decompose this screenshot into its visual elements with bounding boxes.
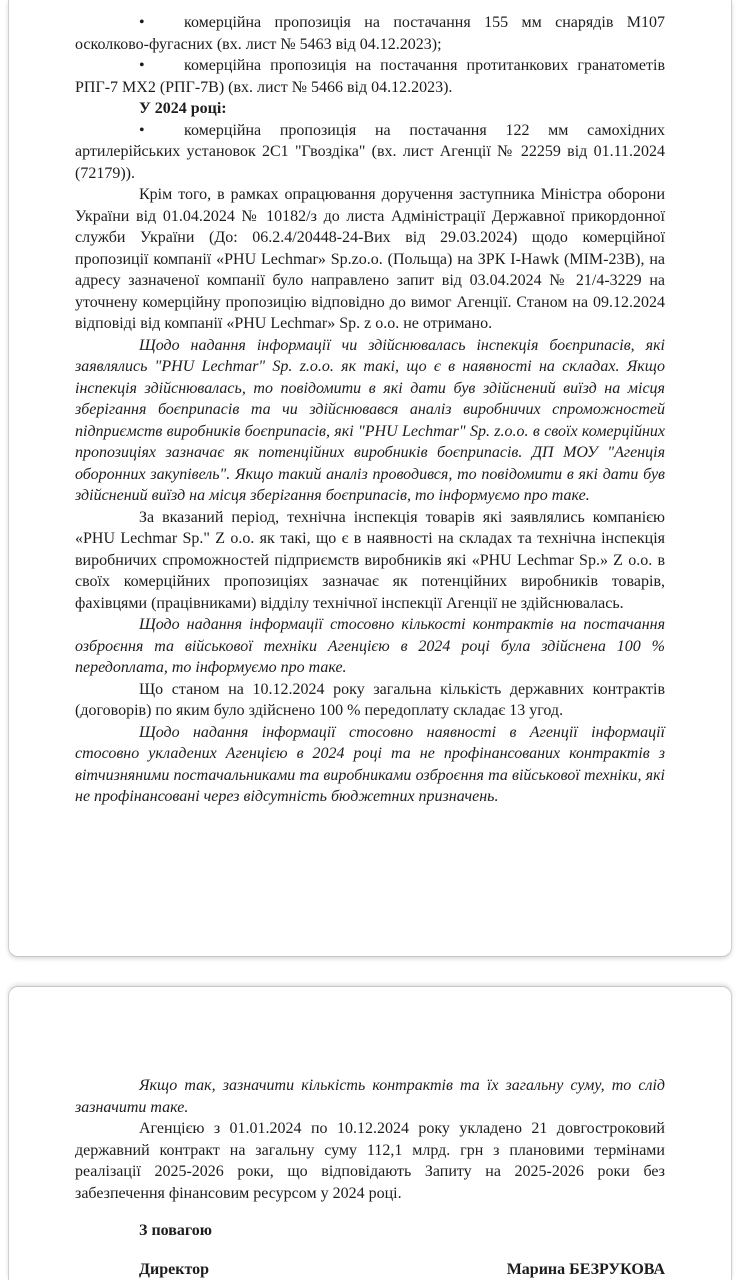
bullet-marker: • xyxy=(139,14,145,31)
document-page-2 xyxy=(8,986,732,1280)
bullet-item-text: комерційна пропозиція на постачання 122 мм самохідних артилерійських установок 2С1 "Гвоздіка" (вх. лист Агенції № 22259 від 01.11.2024 (72179)). xyxy=(75,121,665,182)
bullet-item-155mm-shells xyxy=(75,12,665,55)
paragraph-za-period: За вказаний період, технічна інспекція товарів які заявлялись компанією «PHU Lechmar Sp." Z о.о. як такі, що є в наявності на складах та технічна інспекція виробничих спроможностей підприємств виробників які «PHU Lechmar Sp.» Z о.о. в своїх комерційних пропозиціях зазначає як потенційних виробників товарів, фахівцями (працівниками) відділу технічної інспекції Агенції не здійснювалась. xyxy=(75,508,665,612)
paragraph-krim-togo: Крім того, в рамках опрацювання доручення заступника Міністра оборони України від 01.04.2024 № 10182/з до листа Адміністрації Державної прикордонної служби України (До: 06.2.4/20448-24-Вих від 29.03.2024) щодо комерційної пропозиції компанії «PHU Lechmar» Sp.zo.o. (Польща) на ЗРК I-Hawk (МІМ-23В), на адресу зазначеної компанії було направлено запит від 03.04.2024 № 21/4-3229 на уточнену комерційну пропозицію відповідно до вимог Агенції. Станом на 09.12.2024 відповіді від компанії «PHU Lechmar» Sp. z o.o. не отримано. xyxy=(75,186,665,332)
bullet-item-text: комерційна пропозиція на постачання 155 мм снарядів М107 осколково-фугасних (вх. лист № 5463 від 04.12.2023); xyxy=(75,14,665,53)
signature-block xyxy=(75,1259,665,1280)
signature-name: Марина БЕЗРУКОВА xyxy=(506,1260,665,1278)
page-separator xyxy=(0,957,740,986)
bullet-item-text: комерційна пропозиція на постачання протитанкових гранатометів РПГ-7 МХ2 (РПГ-7В) (вх. лист № 5466 від 04.12.2023). xyxy=(75,57,665,96)
bullet-item-rpg7 xyxy=(75,55,665,98)
year-2024-heading: У 2024 році: xyxy=(139,100,227,117)
quote-paragraph-unfunded-contracts: Щодо надання інформації стосовно наявності в Агенції інформації стосовно укладених Агенцією в 2024 році та не профінансованих контрактів з вітчизняними постачальниками та виробниками озброєння та військової техніки, які не профінансовані через відсутність бюджетних призначень. xyxy=(75,723,665,805)
quote-paragraph-inspection: Щодо надання інформації чи здійснювалась інспекція боєприпасів, які заявлялись "PHU Lechmar" Sp. z.o.o. як такі, що є в наявності на складах. Якщо інспекція здійснювалась, то повідомити в які дати був здійснений виїзд на місця зберігання боєприпасів та чи здійснювався аналіз виробничих спроможностей підприємств виробників боєприпасів, які "PHU Lechmar" Sp. z.o.o. в своїх комерційних пропозиціях зазначає як потенційних виробників боєприпасів. ДП МОУ "Агенція оборонних закупівель". Якщо такий аналіз проводився, то повідомити в які дати був здійснений виїзд на місця зберігання боєприпасів, то інформуємо про таке. xyxy=(75,336,665,504)
quote-paragraph-prepayment: Щодо надання інформації стосовно кількості контрактів на постачання озброєння та військової техніки Агенцією в 2024 році була здійснена 100 % передоплата, то інформуємо про таке. xyxy=(75,616,665,676)
bullet-marker: • xyxy=(139,121,145,139)
closing-phrase: З повагою xyxy=(139,1222,212,1239)
bullet-marker: • xyxy=(139,57,145,74)
quote-paragraph-if-so: Якщо так, зазначити кількість контрактів та їх загальну суму, то слід зазначити таке. xyxy=(75,1077,665,1116)
bullet-item-2s1-gvozdika xyxy=(75,120,665,185)
signature-title: Директор xyxy=(139,1260,209,1278)
document-page-1 xyxy=(8,0,732,957)
paragraph-contracts-summary: Агенцією з 01.01.2024 по 10.12.2024 року укладено 21 довгостроковий державний контракт на загальну суму 112,1 млрд. грн з плановими термінами реалізації 2025-2026 роки, що відповідають Запиту на 2025-2026 роки без забезпечення фінансовим ресурсом у 2024 році. xyxy=(75,1120,665,1202)
paragraph-stanom-contracts: Що станом на 10.12.2024 року загальна кількість державних контрактів (договорів) по яким було здійснено 100 % передоплату складає 13 угод. xyxy=(75,680,665,719)
